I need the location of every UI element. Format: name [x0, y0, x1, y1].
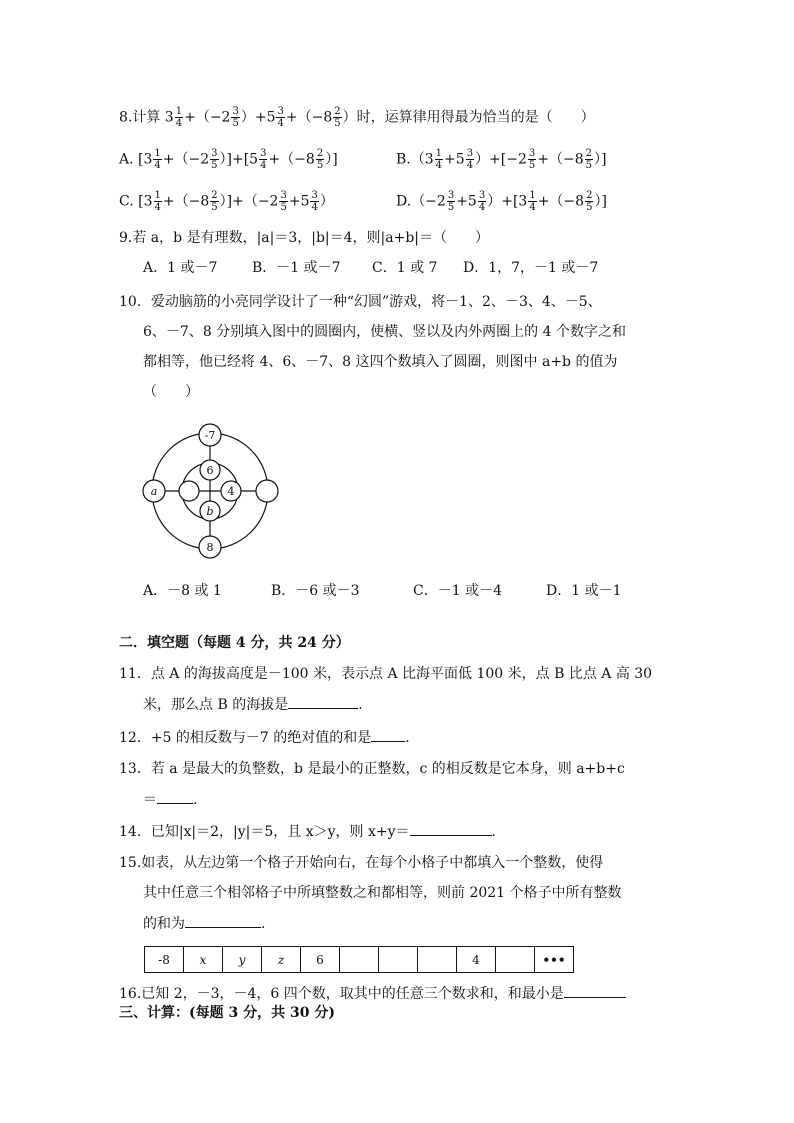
label-top: -7: [204, 429, 216, 442]
label-inner-top: 6: [206, 464, 214, 477]
q9-option-a: A．1 或－7: [143, 260, 218, 276]
q15-line3: 的和为 .: [143, 913, 265, 934]
q13-line1: 13．若 a 是最大的负整数，b 是最小的正整数，c 的相反数是它本身，则 a+b+c: [119, 761, 625, 777]
q15-answer-blank[interactable]: [185, 913, 261, 928]
grid-cell: 4: [457, 947, 496, 973]
grid-cell: [496, 947, 535, 973]
q16-answer-blank[interactable]: [564, 983, 626, 998]
section-3-title: 三、计算：(每题 3 分，共 30 分): [119, 1005, 335, 1021]
q11-answer-blank[interactable]: [288, 694, 358, 709]
grid-cell: x: [184, 947, 223, 973]
q11-line2: 米，那么点 B 的海拔是 .: [143, 694, 363, 715]
node-right: [256, 480, 278, 502]
q10-option-a: A．－8 或 1: [143, 583, 222, 599]
q13-answer-blank[interactable]: [157, 789, 193, 804]
q9-option-b: B．－1 或－7: [252, 260, 341, 276]
q8-option-c: C. [3 $\frac{1}{4}$ +（−8 $\frac{2}{5}$ ）]+（−2 $\frac{3}{5}$ +5 $\frac{3}{4}$ ）: [119, 190, 334, 213]
grid-cell: z: [262, 947, 301, 973]
label-bottom: 8: [206, 541, 214, 554]
grid-cell: -8: [145, 947, 184, 973]
grid-cell: 6: [301, 947, 340, 973]
q10-line3: 都相等，他已经将 4、6、－7、8 这四个数填入了圆圈，则图中 a+b 的值为: [143, 354, 618, 370]
label-left: a: [150, 485, 158, 498]
q14: 14．已知|x|＝2，|y|＝5，且 x＞y，则 x+y＝ .: [119, 821, 496, 842]
q8-option-a: A. [3 $\frac{1}{4}$ +（−2 $\frac{3}{5}$ ）]+[5 $\frac{3}{4}$ +（−8 $\frac{2}{5}$ ）]: [119, 148, 338, 171]
grid-cell-ellipsis: •••: [535, 947, 574, 973]
label-inner-bottom: b: [206, 505, 214, 518]
q8-option-b: B.（3 $\frac{1}{4}$ +5 $\frac{3}{4}$ ）+[−2 $\frac{3}{5}$ +（−8 $\frac{2}{5}$ ）]: [396, 148, 607, 171]
grid-cell: [340, 947, 379, 973]
q10-line2: 6、－7、8 分别填入图中的圆圈内，使横、竖以及内外两圈上的 4 个数字之和: [143, 324, 626, 340]
grid-cell: [379, 947, 418, 973]
q10-option-d: D．1 或－1: [546, 583, 622, 599]
q9-option-d: D．1，7，－1 或－7: [463, 260, 599, 276]
q10-line1: 10．爱动脑筋的小亮同学设计了一种“幻圆”游戏，将－1、2、－3、4、－5、: [119, 294, 602, 310]
q9-stem: 9.若 a，b 是有理数，|a|＝3，|b|＝4，则|a+b|＝（ ）: [119, 230, 490, 246]
grid-cell: y: [223, 947, 262, 973]
q10-option-b: B．－6 或－3: [271, 583, 360, 599]
q13-line2: ＝ .: [143, 789, 197, 810]
q8-option-d: D.（−2 $\frac{3}{5}$ +5 $\frac{3}{4}$ ）+[3 $\frac{1}{4}$ +（−8 $\frac{2}{5}$ ）]: [396, 190, 607, 213]
q15-line1: 15.如表，从左边第一个格子开始向右，在每个小格子中都填入一个整数，使得: [119, 855, 604, 871]
q12: 12．+5 的相反数与－7 的绝对值的和是 .: [119, 727, 410, 748]
q10-line4: （ ）: [143, 384, 199, 400]
q15-line2: 其中任意三个相邻格子中所填整数之和都相等，则前 2021 个格子中所有整数: [143, 885, 622, 901]
q16: 16.已知 2，－3，－4，6 四个数，取其中的任意三个数求和，和最小是: [119, 983, 626, 1004]
label-inner-right: 4: [227, 485, 235, 498]
q9-option-c: C．1 或 7: [372, 260, 438, 276]
magic-circle-diagram: [135, 418, 295, 566]
q10-option-c: C．－1 或－4: [413, 583, 502, 599]
q11-line1: 11．点 A 的海拔高度是－100 米，表示点 A 比海平面低 100 米，点 B 比点 A 高 30: [119, 666, 653, 682]
q8-stem: 8.计算 3 $\frac{1}{4}$ +（−2 $\frac{3}{5}$ ）+5 $\frac{3}{4}$ +（−8 $\frac{2}{5}$ ）时，运算律用得最为恰当的是（ ）: [119, 106, 595, 129]
node-inner-left: [179, 481, 199, 501]
q12-answer-blank[interactable]: [371, 727, 405, 742]
q15-number-grid: [144, 946, 574, 973]
grid-cell: [418, 947, 457, 973]
q14-answer-blank[interactable]: [410, 821, 492, 836]
section-2-title: 二．填空题（每题 4 分，共 24 分）: [119, 635, 350, 651]
